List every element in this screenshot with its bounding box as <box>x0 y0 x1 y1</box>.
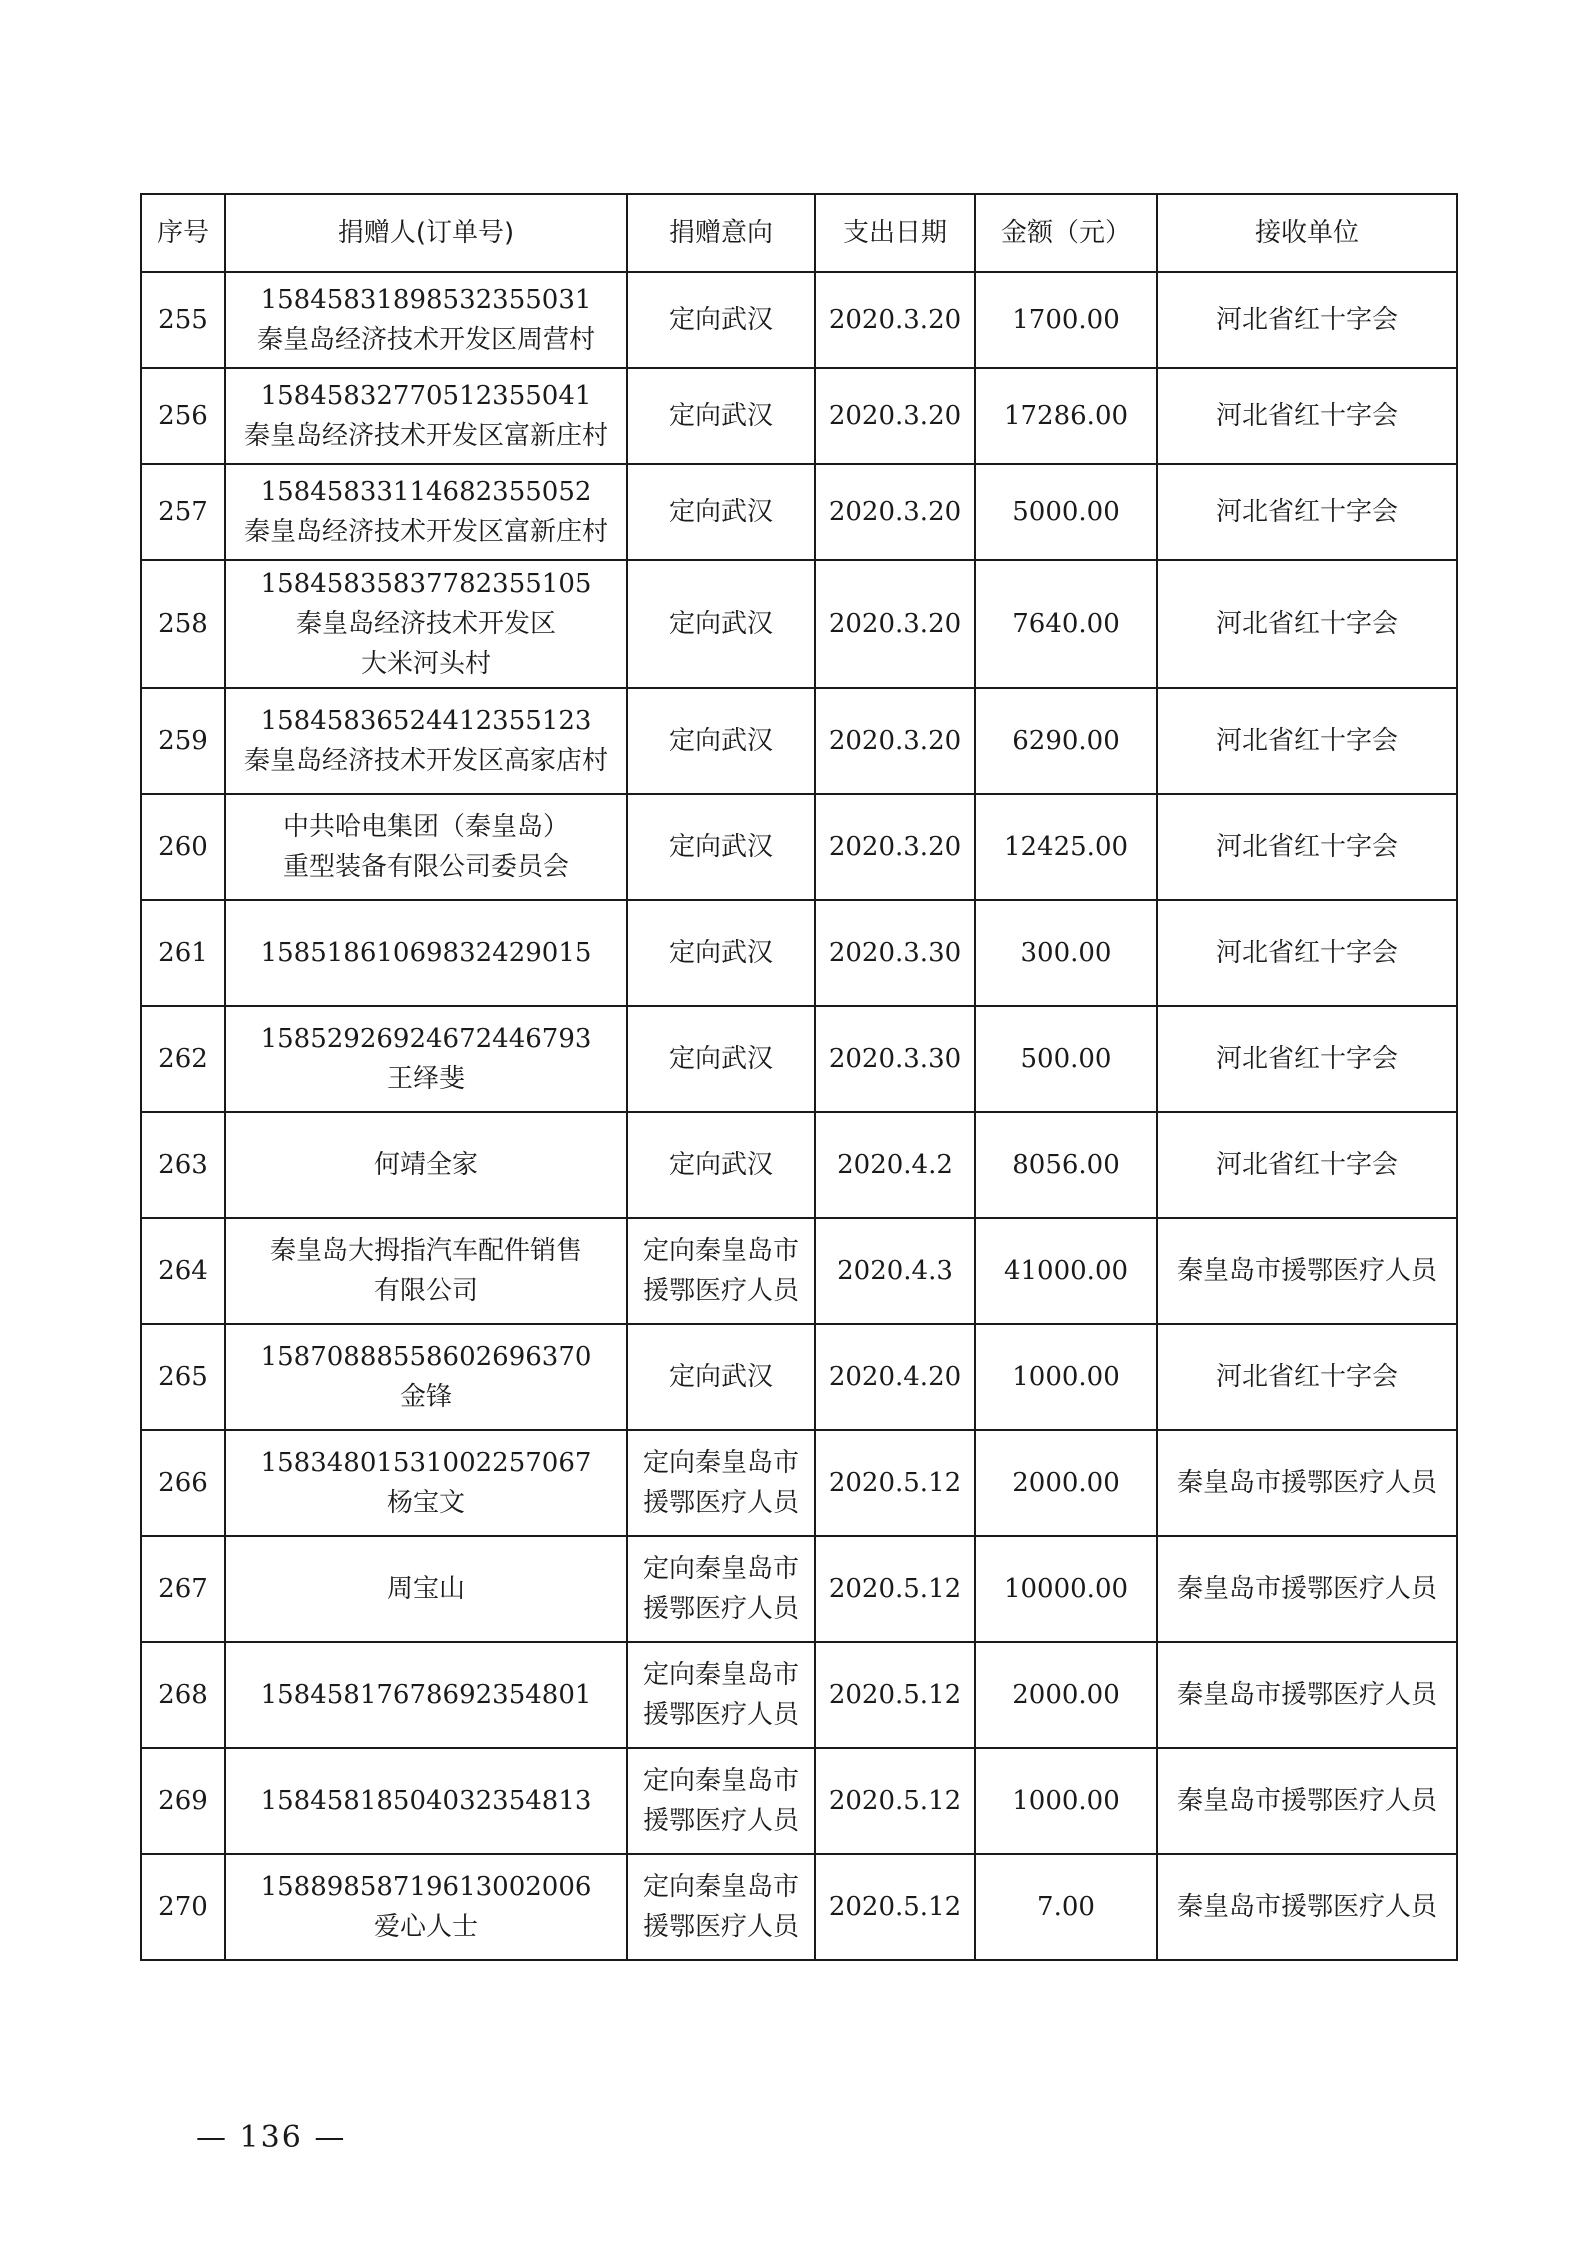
cell-no: 255 <box>141 272 225 368</box>
cell-donor <box>225 794 627 900</box>
cell-intent-line: 定向秦皇岛市 <box>642 1660 799 1690</box>
cell-donor-line: 秦皇岛大拇指汽车配件销售 <box>269 1236 582 1266</box>
cell-donor-line: 15889858719613002006 <box>260 1872 592 1902</box>
cell-donor-line: 15851861069832429015 <box>260 938 592 968</box>
cell-donor-line: 中共哈电集团（秦皇岛） <box>282 812 569 842</box>
cell-intent-line: 定向武汉 <box>668 1044 773 1074</box>
cell-donor <box>225 1748 627 1854</box>
cell-donor-line: 秦皇岛经济技术开发区 <box>295 609 556 639</box>
cell-amount: 41000.00 <box>975 1218 1157 1324</box>
cell-no: 267 <box>141 1536 225 1642</box>
cell-intent-line: 定向秦皇岛市 <box>642 1448 799 1478</box>
cell-amount: 500.00 <box>975 1006 1157 1112</box>
cell-donor <box>225 900 627 1006</box>
cell-amount: 10000.00 <box>975 1536 1157 1642</box>
cell-date: 2020.3.20 <box>815 368 975 464</box>
cell-date: 2020.3.30 <box>815 1006 975 1112</box>
cell-donor <box>225 368 627 464</box>
cell-donor <box>225 560 627 688</box>
cell-date: 2020.4.20 <box>815 1324 975 1430</box>
cell-receiver: 河北省红十字会 <box>1157 560 1457 688</box>
table-row <box>141 368 1457 464</box>
cell-intent-line: 定向武汉 <box>668 609 773 639</box>
table-header-row <box>141 194 1457 272</box>
cell-donor-line: 有限公司 <box>373 1276 478 1306</box>
cell-amount: 300.00 <box>975 900 1157 1006</box>
cell-intent <box>627 1324 815 1430</box>
cell-intent <box>627 1430 815 1536</box>
table-row <box>141 688 1457 794</box>
cell-intent <box>627 900 815 1006</box>
cell-no: 260 <box>141 794 225 900</box>
table-row <box>141 1854 1457 1960</box>
cell-intent-line: 定向秦皇岛市 <box>642 1554 799 1584</box>
cell-date: 2020.3.20 <box>815 272 975 368</box>
cell-intent <box>627 368 815 464</box>
cell-receiver: 河北省红十字会 <box>1157 900 1457 1006</box>
cell-intent <box>627 1642 815 1748</box>
cell-receiver: 河北省红十字会 <box>1157 272 1457 368</box>
cell-donor <box>225 1112 627 1218</box>
cell-intent-line: 定向武汉 <box>668 832 773 862</box>
cell-receiver: 秦皇岛市援鄂医疗人员 <box>1157 1854 1457 1960</box>
cell-donor <box>225 1324 627 1430</box>
header-donor: 捐赠人(订单号) <box>225 194 627 272</box>
cell-donor-line: 王绎斐 <box>386 1064 465 1094</box>
cell-donor-line: 秦皇岛经济技术开发区高家店村 <box>243 746 608 776</box>
cell-receiver: 河北省红十字会 <box>1157 1006 1457 1112</box>
cell-donor-line: 秦皇岛经济技术开发区周营村 <box>256 325 595 355</box>
table-row <box>141 560 1457 688</box>
cell-intent <box>627 1536 815 1642</box>
table-row <box>141 794 1457 900</box>
cell-intent <box>627 688 815 794</box>
cell-donor-line: 15834801531002257067 <box>260 1448 592 1478</box>
donation-table <box>140 193 1458 1961</box>
cell-donor-line: 秦皇岛经济技术开发区富新庄村 <box>243 421 608 451</box>
cell-intent-line: 援鄂医疗人员 <box>642 1594 799 1624</box>
table-row <box>141 1112 1457 1218</box>
cell-intent-line: 定向武汉 <box>668 726 773 756</box>
cell-intent-line: 定向秦皇岛市 <box>642 1872 799 1902</box>
cell-amount: 7.00 <box>975 1854 1157 1960</box>
table-row <box>141 1748 1457 1854</box>
cell-donor-line: 15852926924672446793 <box>260 1024 592 1054</box>
table-row <box>141 1642 1457 1748</box>
cell-donor <box>225 1854 627 1960</box>
cell-donor-line: 周宝山 <box>386 1574 465 1604</box>
cell-amount: 1000.00 <box>975 1748 1157 1854</box>
cell-intent-line: 援鄂医疗人员 <box>642 1912 799 1942</box>
table-body <box>141 272 1457 1960</box>
cell-donor <box>225 1430 627 1536</box>
cell-date: 2020.3.30 <box>815 900 975 1006</box>
cell-intent-line: 援鄂医疗人员 <box>642 1488 799 1518</box>
cell-amount: 2000.00 <box>975 1430 1157 1536</box>
cell-no: 256 <box>141 368 225 464</box>
cell-intent <box>627 1006 815 1112</box>
cell-amount: 8056.00 <box>975 1112 1157 1218</box>
cell-donor-line: 15845833114682355052 <box>260 477 592 507</box>
header-amount: 金额（元） <box>975 194 1157 272</box>
cell-date: 2020.5.12 <box>815 1430 975 1536</box>
cell-donor-line: 15845818504032354813 <box>260 1786 592 1816</box>
cell-donor-line: 金锋 <box>399 1382 452 1412</box>
cell-intent <box>627 1854 815 1960</box>
cell-intent <box>627 560 815 688</box>
cell-receiver: 河北省红十字会 <box>1157 368 1457 464</box>
cell-date: 2020.3.20 <box>815 794 975 900</box>
cell-receiver: 河北省红十字会 <box>1157 1112 1457 1218</box>
cell-date: 2020.5.12 <box>815 1854 975 1960</box>
table-row <box>141 1430 1457 1536</box>
cell-date: 2020.4.2 <box>815 1112 975 1218</box>
cell-date: 2020.5.12 <box>815 1536 975 1642</box>
cell-donor-line: 爱心人士 <box>373 1912 478 1942</box>
cell-donor-line: 何靖全家 <box>373 1150 478 1180</box>
table-row <box>141 272 1457 368</box>
cell-no: 263 <box>141 1112 225 1218</box>
cell-date: 2020.3.20 <box>815 560 975 688</box>
cell-donor <box>225 1006 627 1112</box>
cell-intent-line: 援鄂医疗人员 <box>642 1700 799 1730</box>
cell-donor-line: 秦皇岛经济技术开发区富新庄村 <box>243 517 608 547</box>
cell-no: 270 <box>141 1854 225 1960</box>
cell-intent <box>627 1218 815 1324</box>
cell-no: 257 <box>141 464 225 560</box>
cell-receiver: 秦皇岛市援鄂医疗人员 <box>1157 1218 1457 1324</box>
cell-donor-line: 15870888558602696370 <box>260 1342 592 1372</box>
cell-intent-line: 定向武汉 <box>668 401 773 431</box>
cell-receiver: 河北省红十字会 <box>1157 464 1457 560</box>
cell-amount: 17286.00 <box>975 368 1157 464</box>
header-date: 支出日期 <box>815 194 975 272</box>
cell-no: 265 <box>141 1324 225 1430</box>
cell-amount: 1700.00 <box>975 272 1157 368</box>
cell-receiver: 秦皇岛市援鄂医疗人员 <box>1157 1536 1457 1642</box>
cell-no: 261 <box>141 900 225 1006</box>
cell-intent-line: 定向武汉 <box>668 305 773 335</box>
cell-intent-line: 援鄂医疗人员 <box>642 1806 799 1836</box>
cell-receiver: 秦皇岛市援鄂医疗人员 <box>1157 1748 1457 1854</box>
cell-intent-line: 定向武汉 <box>668 1362 773 1392</box>
cell-intent <box>627 794 815 900</box>
cell-donor <box>225 464 627 560</box>
cell-intent <box>627 1748 815 1854</box>
cell-donor <box>225 688 627 794</box>
cell-donor <box>225 1642 627 1748</box>
cell-date: 2020.4.3 <box>815 1218 975 1324</box>
table-row <box>141 900 1457 1006</box>
cell-donor-line: 15845835837782355105 <box>260 569 592 599</box>
header-no: 序号 <box>141 194 225 272</box>
cell-donor-line: 15845831898532355031 <box>260 285 592 315</box>
cell-no: 268 <box>141 1642 225 1748</box>
cell-donor <box>225 1218 627 1324</box>
cell-no: 262 <box>141 1006 225 1112</box>
header-intent: 捐赠意向 <box>627 194 815 272</box>
cell-date: 2020.3.20 <box>815 688 975 794</box>
cell-amount: 1000.00 <box>975 1324 1157 1430</box>
cell-donor-line: 15845832770512355041 <box>260 381 592 411</box>
cell-intent <box>627 272 815 368</box>
cell-no: 258 <box>141 560 225 688</box>
cell-intent-line: 定向秦皇岛市 <box>642 1236 799 1266</box>
cell-no: 269 <box>141 1748 225 1854</box>
cell-date: 2020.3.20 <box>815 464 975 560</box>
cell-intent <box>627 1112 815 1218</box>
cell-intent-line: 定向秦皇岛市 <box>642 1766 799 1796</box>
cell-intent-line: 定向武汉 <box>668 497 773 527</box>
cell-donor <box>225 1536 627 1642</box>
cell-no: 266 <box>141 1430 225 1536</box>
table-row <box>141 1536 1457 1642</box>
table-row <box>141 1324 1457 1430</box>
table-row <box>141 1006 1457 1112</box>
cell-receiver: 秦皇岛市援鄂医疗人员 <box>1157 1642 1457 1748</box>
cell-amount: 6290.00 <box>975 688 1157 794</box>
cell-amount: 5000.00 <box>975 464 1157 560</box>
table-row <box>141 1218 1457 1324</box>
cell-no: 264 <box>141 1218 225 1324</box>
cell-donor <box>225 272 627 368</box>
cell-no: 259 <box>141 688 225 794</box>
header-receiver: 接收单位 <box>1157 194 1457 272</box>
cell-amount: 12425.00 <box>975 794 1157 900</box>
cell-amount: 2000.00 <box>975 1642 1157 1748</box>
cell-intent-line: 定向武汉 <box>668 1150 773 1180</box>
cell-intent-line: 定向武汉 <box>668 938 773 968</box>
cell-receiver: 河北省红十字会 <box>1157 1324 1457 1430</box>
table-row <box>141 464 1457 560</box>
cell-intent <box>627 464 815 560</box>
cell-donor-line: 杨宝文 <box>386 1488 465 1518</box>
cell-receiver: 河北省红十字会 <box>1157 794 1457 900</box>
cell-donor-line: 15845817678692354801 <box>260 1680 592 1710</box>
cell-date: 2020.5.12 <box>815 1748 975 1854</box>
cell-donor-line: 重型装备有限公司委员会 <box>282 852 569 882</box>
page-number: — 136 — <box>196 2120 347 2155</box>
cell-receiver: 河北省红十字会 <box>1157 688 1457 794</box>
cell-intent-line: 援鄂医疗人员 <box>642 1276 799 1306</box>
cell-date: 2020.5.12 <box>815 1642 975 1748</box>
cell-amount: 7640.00 <box>975 560 1157 688</box>
cell-donor-line: 大米河头村 <box>360 649 491 679</box>
cell-donor-line: 15845836524412355123 <box>260 706 592 736</box>
cell-receiver: 秦皇岛市援鄂医疗人员 <box>1157 1430 1457 1536</box>
